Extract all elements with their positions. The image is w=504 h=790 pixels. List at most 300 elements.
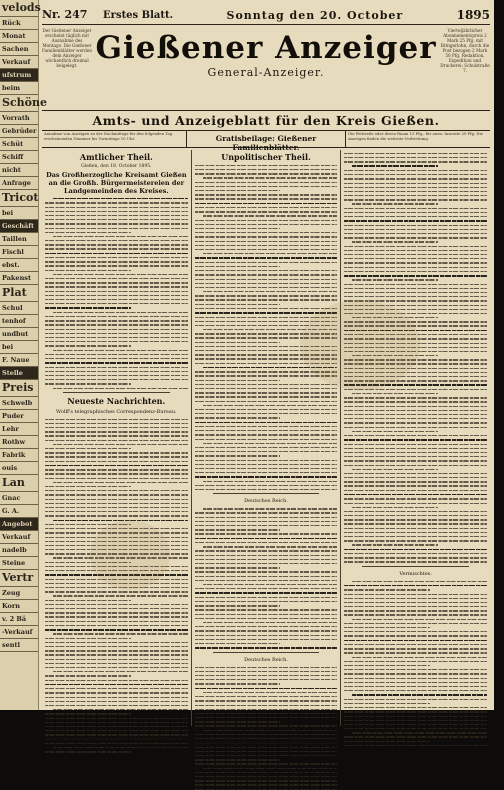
text-line <box>45 291 188 292</box>
text-line <box>195 451 338 452</box>
text-line <box>45 375 188 376</box>
text-line <box>195 738 338 739</box>
text-line <box>195 751 338 752</box>
text-line <box>352 355 438 356</box>
text-line <box>344 161 487 162</box>
text-line <box>195 705 338 706</box>
text-line <box>344 343 487 344</box>
spine-ad-fragment: -Verkauf <box>0 626 38 639</box>
text-line <box>352 203 438 204</box>
text-line <box>344 338 487 339</box>
text-line <box>195 257 338 259</box>
text-line <box>45 358 188 359</box>
text-line <box>344 262 487 263</box>
text-line <box>195 567 281 568</box>
text-line <box>45 223 188 224</box>
text-line <box>195 725 338 726</box>
text-line <box>344 724 487 725</box>
text-line <box>344 237 487 238</box>
text-line <box>45 383 131 384</box>
text-line <box>195 588 338 589</box>
spine-ad-fragment: Stelle <box>0 367 38 380</box>
spine-ad-fragment: v. 2 Bä <box>0 613 38 626</box>
text-line <box>344 585 487 587</box>
text-line <box>45 270 131 271</box>
text-line <box>195 224 338 225</box>
text-line <box>344 267 487 268</box>
text-line <box>195 485 338 486</box>
article-text <box>344 153 487 563</box>
text-line <box>344 481 487 482</box>
text-line <box>195 512 338 513</box>
text-line <box>344 296 487 297</box>
text-line <box>344 246 487 247</box>
text-line <box>344 439 487 441</box>
spine-ad-fragment: Rothw <box>0 436 38 449</box>
spine-ad-fragment: Fabrik <box>0 449 38 462</box>
text-line <box>195 559 338 560</box>
text-line <box>195 363 338 364</box>
spine-ad-fragment: Schul <box>0 302 38 315</box>
text-line <box>195 639 338 640</box>
text-line <box>344 325 487 326</box>
text-line <box>45 713 131 714</box>
text-line <box>45 722 188 723</box>
text-line <box>195 717 338 718</box>
spine-ad-fragment: Anfrage <box>0 177 38 190</box>
spine-ad-fragment: ouis <box>0 462 38 475</box>
text-line <box>45 532 188 533</box>
text-line <box>344 233 487 234</box>
text-line <box>195 439 338 440</box>
text-line <box>344 380 487 381</box>
text-line <box>45 638 131 639</box>
text-line <box>344 330 487 332</box>
text-line <box>45 667 188 668</box>
text-line <box>352 241 438 242</box>
text-line <box>45 228 188 229</box>
text-line <box>195 304 281 305</box>
text-line <box>344 313 487 314</box>
column-2 <box>191 150 341 726</box>
text-line <box>45 718 188 719</box>
text-line <box>195 763 338 764</box>
text-line <box>195 533 338 534</box>
text-line <box>344 178 487 179</box>
spine-ad-fragment: Verkauf <box>0 531 38 544</box>
text-line <box>344 452 487 453</box>
text-line <box>195 571 338 572</box>
text-line <box>195 312 338 314</box>
text-line <box>195 647 338 649</box>
text-line <box>344 187 487 188</box>
front-page <box>42 8 490 708</box>
text-line <box>45 324 188 325</box>
text-line <box>45 207 188 208</box>
text-line <box>344 498 487 499</box>
text-line <box>45 494 188 495</box>
text-line <box>203 692 338 693</box>
spine-ad-fragment: Gebrüder <box>0 125 38 138</box>
text-line <box>195 683 281 684</box>
text-line <box>344 532 487 533</box>
text-line <box>344 648 487 649</box>
text-line <box>45 659 188 660</box>
text-line <box>195 342 281 343</box>
text-line <box>344 376 487 377</box>
text-line <box>344 623 487 624</box>
text-line <box>195 346 338 347</box>
text-line <box>344 669 487 670</box>
text-line <box>45 440 188 441</box>
text-line <box>344 170 487 171</box>
masthead <box>42 28 490 108</box>
text-line <box>45 524 131 525</box>
article-text <box>45 419 188 753</box>
text-line <box>203 215 338 216</box>
text-line <box>53 274 188 275</box>
text-line <box>195 426 338 427</box>
text-line <box>195 317 338 318</box>
text-line <box>195 688 338 690</box>
text-line <box>344 271 487 272</box>
text-line <box>195 198 338 199</box>
text-line <box>195 555 338 556</box>
text-line <box>45 419 188 420</box>
text-line <box>195 759 281 760</box>
spine-ad-fragment: ebst. <box>0 259 38 272</box>
text-line <box>53 388 188 389</box>
text-line <box>195 245 338 246</box>
text-line <box>195 169 338 170</box>
text-line <box>45 621 188 622</box>
text-line <box>203 730 338 731</box>
article-text <box>45 198 188 389</box>
text-line <box>344 368 487 369</box>
text-line <box>45 431 188 432</box>
text-line <box>344 300 487 301</box>
text-line <box>45 295 188 296</box>
text-line <box>344 536 487 537</box>
text-line <box>352 393 438 394</box>
spine-ad-fragment: Preis <box>0 380 38 397</box>
text-line <box>195 630 338 631</box>
text-line <box>45 261 188 262</box>
spine-ad-fragment: Fischl <box>0 246 38 259</box>
text-line <box>45 456 188 457</box>
text-line <box>45 574 188 576</box>
spine-ad-fragment: G. A. <box>0 505 38 518</box>
spine-ad-fragment: beim <box>0 82 38 95</box>
text-line <box>45 743 188 744</box>
column-3 <box>340 150 490 726</box>
text-line <box>195 422 338 424</box>
text-line <box>195 447 338 448</box>
spine-ad-fragment: Vertr <box>0 570 38 587</box>
text-line <box>45 282 188 283</box>
text-line <box>195 675 338 676</box>
text-line <box>344 153 487 154</box>
text-line <box>45 701 188 702</box>
text-line <box>344 540 487 541</box>
text-line <box>195 413 338 414</box>
text-line <box>195 228 281 229</box>
text-line <box>344 665 430 666</box>
text-line <box>45 625 188 626</box>
dateline: Gießen, den 18. October 1895. <box>81 164 152 169</box>
text-line <box>344 309 487 310</box>
text-line <box>344 389 487 390</box>
text-line <box>344 225 487 226</box>
text-line <box>203 291 338 292</box>
column-rule <box>63 392 170 393</box>
text-line <box>344 465 487 466</box>
text-line <box>45 692 188 693</box>
text-line <box>45 448 131 449</box>
masthead-top-line <box>42 8 490 25</box>
spine-ad-fragment: sentl <box>0 639 38 652</box>
text-line <box>344 594 487 595</box>
text-line <box>344 473 487 474</box>
text-line <box>195 308 338 309</box>
text-line <box>344 523 487 524</box>
text-line <box>45 654 188 655</box>
text-line <box>195 384 338 385</box>
text-line <box>195 325 338 326</box>
text-line <box>45 591 188 592</box>
text-line <box>352 469 438 470</box>
text-line <box>344 699 487 700</box>
text-line <box>45 219 188 220</box>
text-line <box>195 618 338 619</box>
text-line <box>45 705 188 706</box>
text-line <box>195 709 338 710</box>
text-line <box>344 598 487 599</box>
text-line <box>45 515 188 516</box>
text-line <box>352 694 487 696</box>
text-line <box>344 553 487 554</box>
sheet-label: Erstes Blatt. <box>103 10 174 21</box>
text-line <box>45 320 188 321</box>
text-line <box>344 640 487 642</box>
text-line <box>344 422 487 423</box>
text-line <box>344 511 487 512</box>
text-line <box>195 550 338 551</box>
spine-ad-fragment: Schüt <box>0 138 38 151</box>
text-line <box>195 392 338 393</box>
text-line <box>45 541 188 542</box>
article-columns <box>42 150 490 726</box>
text-line <box>344 606 487 607</box>
supplement-note: Gratisbeilage: Gießener Familienblätter. <box>186 131 346 147</box>
text-line <box>195 241 338 242</box>
text-line <box>195 521 338 522</box>
text-line <box>195 194 338 195</box>
ad-price-note: Die Petitzeile oder deren Raum 15 Pfg., für ausw. Inserate 20 Pfg. Die Anzeigen finden die weiteste Verbreitung. <box>348 131 483 141</box>
newspaper-title: Gießener Anzeiger <box>95 30 437 66</box>
spine-ad-fragment: Angebot <box>0 518 38 531</box>
spine-ad-fragment: Plat <box>0 285 38 302</box>
text-line <box>45 553 188 554</box>
text-line <box>344 212 487 213</box>
text-line <box>195 321 338 322</box>
text-line <box>45 726 188 727</box>
text-line <box>45 738 188 740</box>
text-line <box>45 244 188 245</box>
text-line <box>195 772 338 773</box>
masthead-left-box: Der Gießener Anzeiger erscheint täglich mit Ausnahme des Montags. Die Gießener Familienblätter werden dem Anzeiger wöchentlich dreimal beigelegt. <box>42 28 92 68</box>
text-line <box>195 279 338 280</box>
text-line <box>45 362 188 364</box>
text-line <box>195 190 281 191</box>
text-line <box>344 460 487 461</box>
text-line <box>344 288 487 289</box>
text-line <box>45 215 188 216</box>
text-line <box>195 580 338 581</box>
text-line <box>195 721 281 722</box>
text-line <box>344 254 487 255</box>
text-line <box>195 742 338 744</box>
text-line <box>45 507 188 508</box>
text-line <box>195 165 338 166</box>
text-line <box>203 546 338 547</box>
masthead-right-box: Vierteljährlicher Abonnementspreis 2 Mark 25 Pfg. mit Bringerlohn, durch die Post bezogen 2 Mark 50 Pfg. Redaktion, Expedition und Druckerei: Schulstraße 7. <box>440 28 490 73</box>
spine-ad-fragment: Zeug <box>0 587 38 600</box>
text-line <box>352 431 438 432</box>
text-line <box>344 716 487 717</box>
text-line <box>195 464 338 465</box>
text-line <box>53 236 188 237</box>
text-line <box>45 240 188 241</box>
text-line <box>45 612 188 613</box>
text-line <box>195 517 338 518</box>
text-line <box>195 388 338 389</box>
text-line <box>352 544 438 545</box>
text-line <box>45 257 188 258</box>
text-line <box>344 174 487 175</box>
text-line <box>45 583 188 584</box>
text-line <box>195 232 338 233</box>
article-text <box>195 508 338 648</box>
spine-ad-fragment: F. Naue <box>0 354 38 367</box>
text-line <box>344 191 487 192</box>
text-line <box>195 472 338 473</box>
text-line <box>45 248 188 249</box>
text-line <box>344 250 487 251</box>
text-line <box>195 434 338 435</box>
text-line <box>195 780 338 781</box>
text-line <box>344 745 487 746</box>
section-heading: Unpolitischer Theil. <box>221 152 311 162</box>
text-line <box>344 359 487 360</box>
text-line <box>45 537 188 538</box>
section-heading: Amtlicher Theil. <box>79 152 153 162</box>
text-line <box>344 275 487 277</box>
text-line <box>53 350 188 351</box>
text-line <box>344 157 487 158</box>
text-line <box>45 286 188 287</box>
article-text <box>344 581 487 747</box>
text-line <box>344 686 487 687</box>
text-line <box>203 768 338 769</box>
text-line <box>45 379 188 380</box>
text-line <box>45 680 188 681</box>
text-line <box>344 682 487 683</box>
text-line <box>195 287 338 288</box>
article-heading: Vermischtes. <box>399 570 432 577</box>
text-line <box>203 177 338 178</box>
text-line <box>344 690 487 691</box>
spine-ad-fragment: Schöne <box>0 95 38 112</box>
text-line <box>195 700 338 701</box>
text-line <box>203 253 338 254</box>
text-line <box>195 417 281 418</box>
text-line <box>53 198 188 200</box>
text-line <box>45 341 188 342</box>
text-line <box>45 734 188 735</box>
text-line <box>195 734 338 735</box>
text-line <box>195 333 338 334</box>
article-heading: Deutsches Reich. <box>244 498 288 505</box>
text-line <box>344 678 487 679</box>
text-line <box>45 570 188 571</box>
spine-ad-fragment: Vorrath <box>0 112 38 125</box>
text-line <box>344 448 487 449</box>
text-line <box>195 529 281 530</box>
text-line <box>195 776 338 777</box>
text-line <box>344 351 487 352</box>
text-line <box>195 755 338 756</box>
text-line <box>45 566 188 567</box>
text-line <box>195 667 338 668</box>
text-line <box>195 270 338 271</box>
text-line <box>45 427 188 428</box>
text-line <box>195 266 281 267</box>
text-line <box>53 312 188 313</box>
text-line <box>352 317 438 318</box>
spine-ad-fragment: Tricot <box>0 190 38 207</box>
text-line <box>344 414 487 415</box>
text-line <box>203 329 338 330</box>
spine-ad-fragment: Puder <box>0 410 38 423</box>
ad-deadline-note: Annahme von Anzeigen zu der Nachmittags für den folgenden Tag erscheinenden Nummer bis Vormittags 10 Uhr. <box>44 131 173 141</box>
text-line <box>195 455 281 456</box>
text-line <box>195 375 338 376</box>
text-line <box>203 584 338 585</box>
text-line <box>195 173 338 174</box>
text-line <box>45 473 188 474</box>
text-line <box>45 604 188 605</box>
text-line <box>195 262 338 263</box>
text-line <box>344 305 487 306</box>
text-line <box>344 515 487 516</box>
text-line <box>344 229 487 230</box>
text-line <box>203 622 338 623</box>
text-line <box>53 444 188 445</box>
text-line <box>45 688 188 689</box>
text-line <box>195 274 338 275</box>
spine-ad-fragment: Verkauf <box>0 56 38 69</box>
text-line <box>344 673 487 674</box>
text-line <box>45 730 188 731</box>
text-line <box>195 186 338 187</box>
text-line <box>45 616 188 617</box>
text-line <box>344 728 487 729</box>
text-line <box>203 481 338 482</box>
text-line <box>45 751 131 752</box>
text-line <box>344 208 487 209</box>
text-line <box>45 629 188 631</box>
